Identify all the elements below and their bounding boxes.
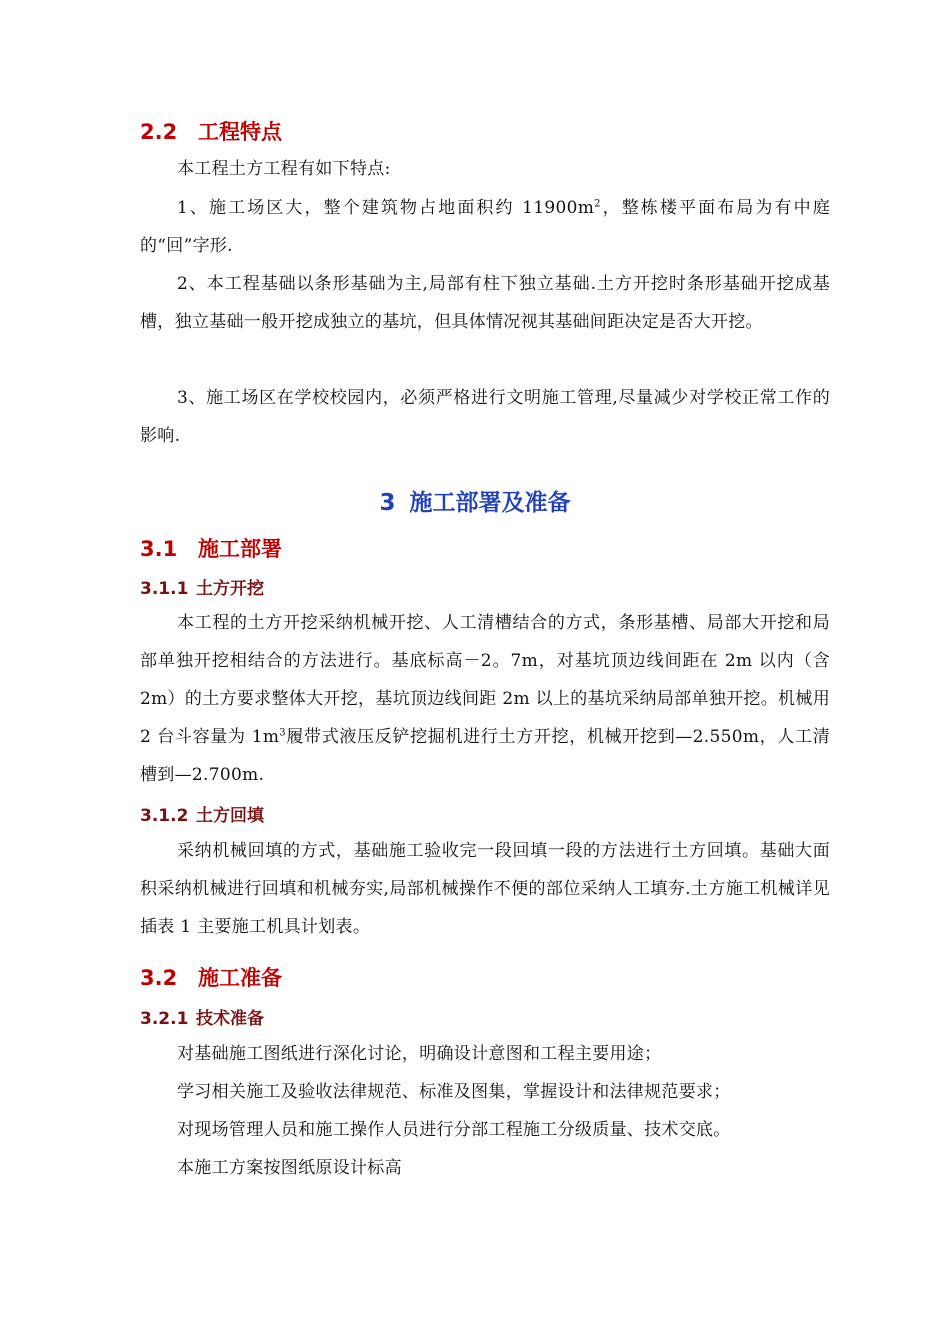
paragraph-excavation: [140, 604, 830, 794]
paragraph-text: ，整栋楼平面布局为有中庭的“回”字形.: [140, 198, 830, 256]
section-number: 2.2: [140, 120, 178, 144]
section-heading-3-1: [140, 533, 282, 563]
subsection-number: 3.2.1: [140, 1009, 189, 1029]
section-title: 施工准备: [198, 966, 282, 990]
paragraph-intro: 本工程土方工程有如下特点:: [177, 159, 391, 179]
section-title: 工程特点: [198, 120, 282, 144]
paragraph-feature-3: 3、施工场区在学校校园内，必须严格进行文明施工管理,尽量减少对学校正常工作的影响.: [140, 388, 830, 446]
subsection-number: 3.1.2: [140, 806, 189, 826]
section-heading-2-2: [140, 116, 282, 146]
section-heading-3-2: [140, 962, 282, 992]
paragraph-text: 履带式液压反铲挖掘机进行土方开挖，机械开挖到—2.550m，人工清槽到—2.700m.: [140, 727, 831, 785]
paragraph-text: 1、施工场区大，整个建筑物占地面积约 11900m: [177, 198, 595, 218]
subsection-heading-3-1-1: [140, 574, 264, 599]
superscript: 2: [594, 198, 601, 210]
chapter-number: 3: [379, 490, 396, 516]
paragraph-text: 本工程的土方开挖采纳机械开挖、人工清槽结合的方式，条形基槽、局部大开挖和局部单独开挖相结合的方法进行。基底标高－2。7m，对基坑顶边线间距在 2m 以内（含 2m）的土方要求整体大开挖，基坑顶边线间距 2m 以上的基坑采纳局部单独开挖。机械用 2 台斗容量为 1m: [140, 613, 830, 747]
paragraph-feature-2: 2、本工程基础以条形基础为主,局部有柱下独立基础.土方开挖时条形基础开挖成基槽，独立基础一般开挖成独立的基坑，但具体情况视其基础间距决定是否大开挖。: [140, 274, 830, 332]
tech-prep-line-1: 对基础施工图纸进行深化讨论，明确设计意图和工程主要用途；: [177, 1044, 662, 1064]
paragraph-backfill: 采纳机械回填的方式，基础施工验收完一段回填一段的方法进行土方回填。基础大面积采纳机械进行回填和机械夯实,局部机械操作不便的部位采纳人工填夯.土方施工机械详见插表 1 主要施工机具计划表。: [140, 841, 830, 937]
subsection-heading-3-2-1: [140, 1004, 264, 1029]
section-title: 施工部署: [198, 537, 282, 561]
paragraph-feature-1: [140, 189, 830, 265]
section-number: 3.2: [140, 966, 178, 990]
subsection-title: 土方开挖: [196, 579, 264, 599]
tech-prep-line-3: 对现场管理人员和施工操作人员进行分部工程施工分级质量、技术交底。: [177, 1120, 731, 1140]
section-number: 3.1: [140, 537, 178, 561]
subsection-title: 技术准备: [196, 1009, 264, 1029]
subsection-heading-3-1-2: [140, 801, 264, 826]
subsection-number: 3.1.1: [140, 579, 189, 599]
subsection-title: 土方回填: [196, 806, 264, 826]
chapter-title: 施工部署及准备: [409, 490, 571, 516]
tech-prep-line-2: 学习相关施工及验收法律规范、标准及图集，掌握设计和法律规范要求；: [177, 1082, 731, 1102]
tech-prep-line-4: 本施工方案按图纸原设计标高: [177, 1158, 402, 1178]
superscript: 3: [279, 727, 286, 739]
chapter-heading-3: [0, 484, 950, 517]
